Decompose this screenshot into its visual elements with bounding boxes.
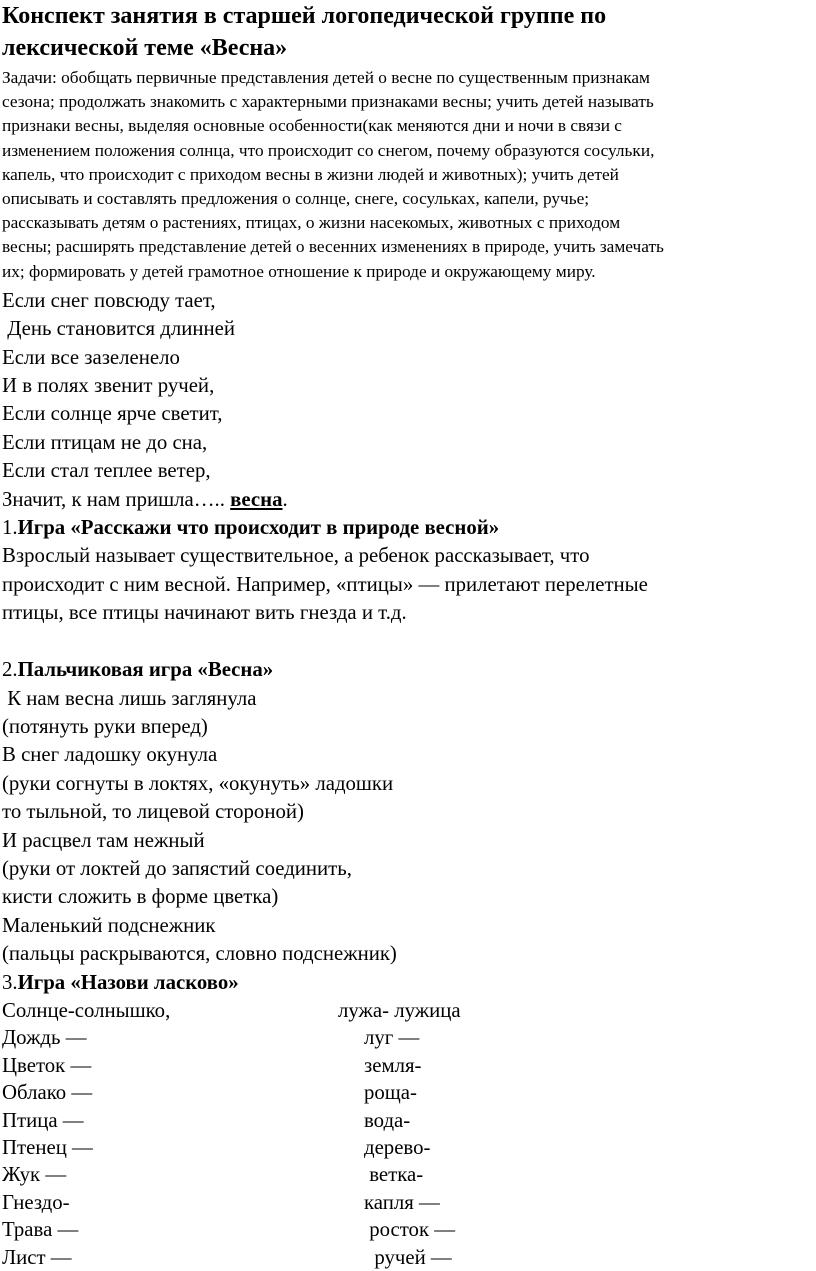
word-left: Птенец —: [2, 1136, 93, 1159]
word-left: Жук —: [2, 1163, 67, 1187]
tasks-line: рассказывать детям о растениях, птицах, о жизни насекомых, животных с приходом: [2, 213, 621, 233]
game2-text-line: то тыльной, то лицевой стороной): [2, 800, 304, 824]
word-right: земля-: [338, 1053, 422, 1077]
game1-number: 1.: [2, 516, 18, 540]
game1-text-line: Взрослый называет существительное, а ребенок рассказывает, что: [2, 544, 590, 568]
poem-line: Если птицам не до сна,: [2, 430, 208, 454]
word-pair-row: [2, 1024, 816, 1051]
word-left: Цветок —: [2, 1053, 92, 1077]
title-line: Конспект занятия в старшей логопедической группе по: [2, 3, 607, 29]
word-right: капля —: [338, 1190, 440, 1214]
tasks-line: весны; расширять представление детей о весенних изменениях в природе, учить замечать: [2, 237, 664, 257]
poem-line: День становится длинней: [2, 317, 236, 341]
word-pair-row: [2, 1244, 816, 1271]
game1-section: [2, 514, 816, 628]
word-pair-row: [2, 997, 816, 1024]
word-left: Гнездо-: [2, 1190, 70, 1214]
word-left: Лист —: [2, 1245, 72, 1269]
word-right: ручей —: [338, 1245, 452, 1269]
word-pair-row: [2, 1216, 816, 1243]
word-right: роща-: [338, 1081, 417, 1105]
poem-line: И в полях звенит ручей,: [2, 374, 215, 398]
poem-last-prefix: Значит, к нам пришла…..: [2, 487, 231, 511]
word-right: росток —: [338, 1218, 456, 1242]
poem-answer: весна: [230, 487, 283, 511]
word-right: ветка-: [338, 1163, 424, 1187]
poem-last-suffix: .: [282, 487, 288, 511]
game2-heading: [2, 656, 816, 684]
poem-line: Если все зазеленело: [2, 345, 180, 369]
word-pair-row: [2, 1052, 816, 1079]
poem-line: Если снег повсюду тает,: [2, 288, 216, 312]
word-right: дерево-: [338, 1136, 431, 1159]
game3-heading: [2, 969, 816, 997]
word-right: вода-: [338, 1108, 411, 1132]
game2-text-line: В снег ладошку окунула: [2, 743, 218, 767]
tasks-line: капель, что происходит с приходом весны в жизни людей и животных); учить детей: [2, 164, 619, 184]
blank-line: [2, 628, 816, 656]
game1-heading: [2, 514, 816, 542]
tasks-line: признаки весны, выделяя основные особенности(как меняются дни и ночи в связи с: [2, 116, 622, 136]
poem: [2, 287, 816, 514]
word-right: лужа- лужица: [338, 998, 461, 1022]
document-title: [2, 0, 816, 64]
word-left: Трава —: [2, 1218, 79, 1242]
tasks-line: описывать и составлять предложения о солнце, снеге, сосульках, капели, ручье;: [2, 189, 590, 209]
game2-text-line: (руки согнуты в локтях, «окунуть» ладошки: [2, 771, 394, 795]
tasks-line: их; формировать у детей грамотное отношение к природе и окружающему миру.: [2, 261, 596, 281]
game2-text-line: (пальцы раскрываются, словно подснежник): [2, 942, 397, 966]
tasks-line: изменением положения солнца, что происходит со снегом, почему образуются сосульки,: [2, 140, 655, 160]
game3-number: 3.: [2, 970, 18, 994]
game2-text-line: И расцвел там нежный: [2, 828, 205, 852]
game2-text-line: (руки от локтей до запястий соединить,: [2, 856, 352, 880]
word-pair-row: [2, 1189, 816, 1216]
word-right: луг —: [338, 1026, 420, 1050]
word-pair-row: [2, 1107, 816, 1134]
word-pair-row: [2, 1134, 816, 1161]
tasks-line: сезона; продолжать знакомить с характерными признаками весны; учить детей называть: [2, 92, 654, 112]
word-pair-row: [2, 1161, 816, 1188]
word-left: Птица —: [2, 1108, 84, 1132]
game1-text-line: птицы, все птицы начинают вить гнезда и т.д.: [2, 601, 407, 625]
game3-section: [2, 969, 816, 1271]
tasks-line: Задачи: обобщать первичные представления детей о весне по существенным признакам: [2, 68, 650, 87]
game2-text-line: Маленький подснежник: [2, 913, 216, 937]
game2-section: [2, 656, 816, 968]
title-line: лексической теме «Весна»: [2, 35, 288, 61]
word-left: Солнце-солнышко,: [2, 998, 171, 1022]
game2-number: 2.: [2, 658, 18, 682]
game2-text-line: К нам весна лишь заглянула: [2, 686, 257, 710]
game2-title: Пальчиковая игра «Весна»: [17, 658, 274, 682]
poem-line: Если стал теплее ветер,: [2, 459, 211, 483]
word-left: Облако —: [2, 1081, 93, 1105]
game2-text-line: (потянуть руки вперед): [2, 714, 208, 738]
game1-title: Игра «Расскажи что происходит в природе весной»: [17, 516, 500, 540]
game3-title: Игра «Назови ласково»: [17, 970, 239, 994]
poem-line: Если солнце ярче светит,: [2, 402, 223, 426]
word-left: Дождь —: [2, 1026, 87, 1050]
game2-text-line: кисти сложить в форме цветка): [2, 885, 279, 909]
tasks-paragraph: [2, 66, 816, 284]
word-pair-row: [2, 1079, 816, 1106]
game1-text-line: происходит с ним весной. Например, «птицы» — прилетают перелетные: [2, 572, 648, 596]
poem-last-line: [2, 486, 816, 514]
